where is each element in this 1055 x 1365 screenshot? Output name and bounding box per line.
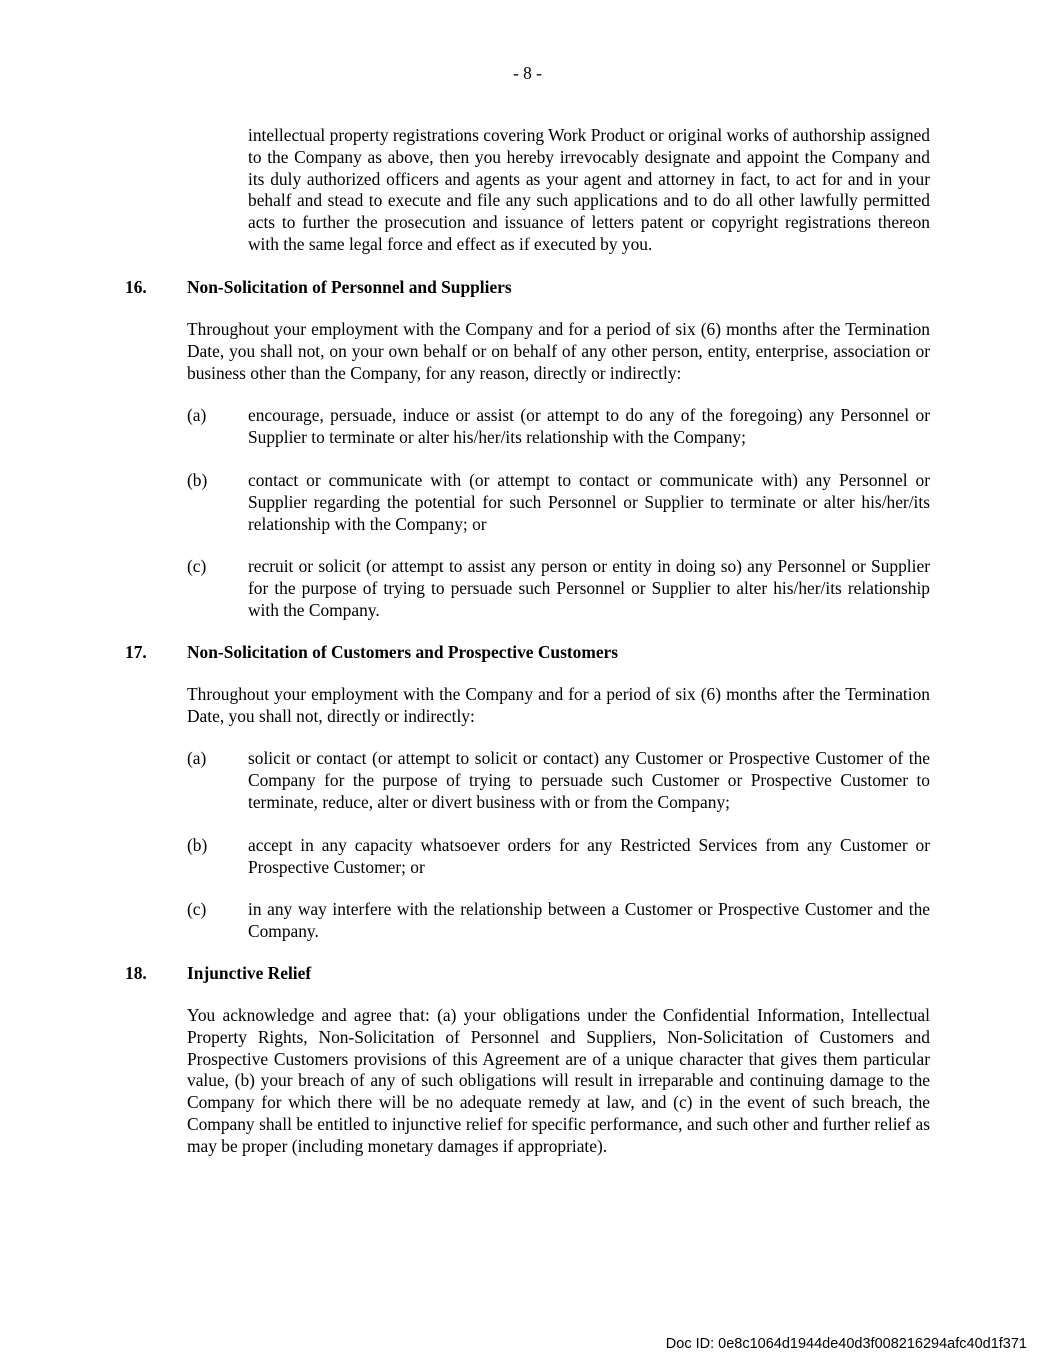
list-item-label: (b)	[187, 835, 208, 855]
section-number: 16.	[125, 277, 147, 297]
page-number: - 8 -	[513, 63, 542, 83]
list-item-text: encourage, persuade, induce or assist (or attempt to do any of the foregoing) any Personnel or Supplier to terminate or alter his/her/its relationship with the Company;	[248, 405, 930, 447]
section-17-body: Throughout your employment with the Company and for a period of six (6) months after the Termination Date, you shall not, directly or indirectly:	[187, 684, 930, 726]
list-item-label: (c)	[187, 556, 207, 576]
list-item-text: in any way interfere with the relationship between a Customer or Prospective Customer and the Company.	[248, 899, 930, 941]
section-title: Injunctive Relief	[187, 963, 312, 983]
section-number: 18.	[125, 963, 147, 983]
list-item-text: contact or communicate with (or attempt to contact or communicate with) any Personnel or Supplier regarding the potential for such Personnel or Supplier to terminate or alter his/her/its relationship with the Company; or	[248, 470, 930, 534]
section-number: 17.	[125, 642, 147, 662]
list-item-text: accept in any capacity whatsoever orders for any Restricted Services from any Customer or Prospective Customer; or	[248, 835, 930, 877]
doc-id: Doc ID: 0e8c1064d1944de40d3f008216294afc40d1f371	[665, 1336, 1027, 1352]
section-title: Non-Solicitation of Personnel and Suppliers	[187, 277, 512, 297]
section-18-body: You acknowledge and agree that: (a) your obligations under the Confidential Information, Intellectual Property Rights, Non-Solicitation of Personnel and Suppliers, Non-Solicitation of Customers and Prospective Customers provisions of this Agreement are of a unique character that gives them particular value, (b) your breach of any of such obligations will result in irreparable and continuing damage to the Company for which there will be no adequate remedy at law, and (c) in the event of such breach, the Company shall be entitled to injunctive relief for specific performance, and such other and further relief as may be proper (including monetary damages if appropriate).	[187, 1005, 930, 1156]
list-item-label: (a)	[187, 748, 207, 768]
list-item-label: (c)	[187, 899, 207, 919]
list-item-text: recruit or solicit (or attempt to assist any person or entity in doing so) any Personnel or Supplier for the purpose of trying to persuade such Personnel or Supplier to alter his/her/its relationship with the Company.	[248, 556, 930, 620]
section-16-body: Throughout your employment with the Company and for a period of six (6) months after the Termination Date, you shall not, on your own behalf or on behalf of any other person, entity, enterprise, association or business other than the Company, for any reason, directly or indirectly:	[187, 319, 930, 383]
list-item-text: solicit or contact (or attempt to solicit or contact) any Customer or Prospective Customer of the Company for the purpose of trying to persuade such Customer or Prospective Customer to terminate, reduce, alter or divert business with or from the Company;	[248, 748, 930, 812]
list-item-label: (b)	[187, 470, 208, 490]
section-title: Non-Solicitation of Customers and Prospective Customers	[187, 642, 619, 662]
intro-paragraph: intellectual property registrations covering Work Product or original works of authorship assigned to the Company as above, then you hereby irrevocably designate and appoint the Company and its duly authorized officers and agents as your agent and attorney in fact, to act for and in your behalf and stead to execute and file any such applications and to do all other lawfully permitted acts to further the prosecution and issuance of letters patent or copyright registrations thereon with the same legal force and effect as if executed by you.	[248, 125, 930, 254]
list-item-label: (a)	[187, 405, 207, 425]
